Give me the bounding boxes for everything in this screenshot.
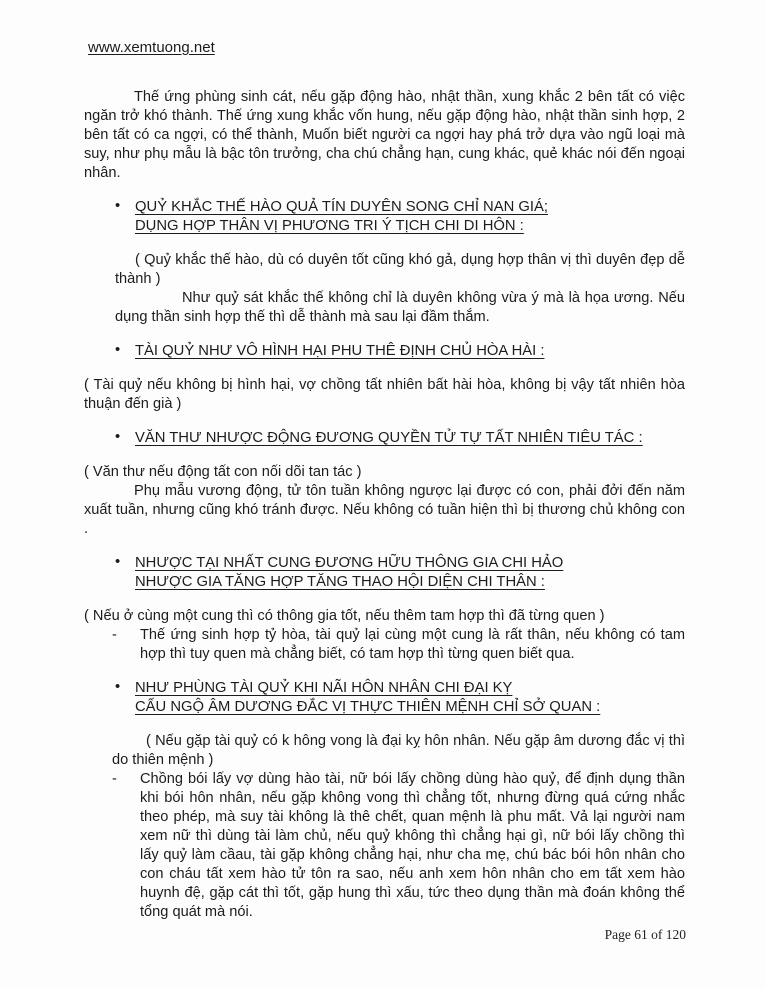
gloss-paragraph: ( Nếu gặp tài quỷ có k hông vong là đại kỵ hôn nhân. Nếu gặp âm dương đắc vị thì do thiên mệnh ) (112, 733, 685, 768)
dash-icon: - (112, 627, 117, 643)
bullet-icon: • (115, 554, 121, 570)
commentary-paragraph: Phụ mẫu vương động, tử tôn tuần không ngược lại được có con, phải đởi đến năm xuất tuần, nhưng cũng khó tránh được. Nếu không có tuần hiện thì bị thương chủ không con . (84, 483, 685, 537)
section-heading-4 (84, 554, 685, 592)
commentary-paragraph: Như quỷ sát khắc thế không chỉ là duyên không vừa ý mà là họa ương. Nếu dụng thần sinh hợp thế thì dễ thành mà sau lại đầm thắm. (115, 290, 685, 325)
dash-list-item (84, 770, 685, 922)
site-url-link[interactable]: www.xemtuong.net (88, 39, 215, 56)
heading-line: QUỶ KHẮC THẾ HÀO QUẢ TÍN DUYÊN SONG CHỈ NAN GIÁ; (135, 199, 549, 215)
bullet-icon: • (115, 679, 121, 695)
section-heading-1 (84, 198, 685, 236)
heading-line: CẤU NGỘ ÂM DƯƠNG ĐẮC VỊ THỰC THIÊN MỆNH CHỈ SỞ QUAN : (135, 699, 601, 715)
section-heading-3 (84, 429, 685, 448)
intro-paragraph: Thế ứng phùng sinh cát, nếu gặp động hào, nhật thần, xung khắc 2 bên tất có việc ngăn trở khó thành. Thế ứng xung khắc vốn hung, nếu gặp động hào, nhật thần sinh hợp, 2 bên tất có ca ngợi, có thể thành, Muốn biết người ca ngợi hay phá trở dựa vào ngũ loại mà suy, như phụ mẫu là bậc tôn trưởng, cha chú chẳng hạn, cung khác, quẻ khác nói đến ngoại nhân. (84, 89, 685, 181)
gloss-paragraph: ( Quỷ khắc thế hào, dù có duyên tốt cũng khó gả, dụng hợp thân vị thì duyên đẹp dễ thành ) (115, 252, 685, 287)
page-footer (0, 925, 686, 944)
bullet-icon: • (115, 198, 121, 214)
dash-list-item (84, 626, 685, 664)
heading-line: DỤNG HỢP THÂN VỊ PHƯƠNG TRI Ý TỊCH CHI DI HÔN : (135, 218, 524, 234)
gloss-paragraph: ( Nếu ở cùng một cung thì có thông gia tốt, nếu thêm tam hợp thì đã từng quen ) (84, 608, 605, 624)
dash-icon: - (112, 771, 117, 787)
page-header (88, 38, 215, 58)
dash-item-text: Thế ứng sinh hợp tỷ hòa, tài quỷ lại cùng một cung là rất thân, nếu không có tam hợp thì tuy quen mà chẳng biết, có tam hợp thì từng quen biết qua. (140, 627, 685, 662)
page-indicator: Page 61 of 120 (604, 927, 686, 942)
gloss-paragraph: ( Văn thư nếu động tất con nối dõi tan tác ) (84, 464, 362, 480)
heading-line: NHƯ PHÙNG TÀI QUỶ KHI NÃI HÔN NHÂN CHI ĐẠI KỴ (135, 680, 513, 696)
heading-line: NHƯỢC TẠI NHẤT CUNG ĐƯƠNG HỮU THÔNG GIA CHI HẢO (135, 555, 564, 571)
gloss-paragraph: ( Tài quỷ nếu không bị hình hại, vợ chồng tất nhiên bất hài hòa, không bị vậy tất nhiên hòa thuận đến già ) (84, 377, 685, 412)
dash-item-text: Chồng bói lấy vợ dùng hào tài, nữ bói lấy chồng dùng hào quỷ, để định dụng thần khi bói hôn nhân, nếu gặp không vong thì chẳng tốt, nhưng đừng quá cứng nhắc theo phép, mà suy tài không là thê chết, quan mệnh là phu mất. Vả lại người nam xem nữ thì dùng tài làm chủ, nếu quỷ không thì chẳng hại gì, nữ bói lấy chồng thì lấy quỷ làm cầau, tài gặp không chẳng hại, như cha mẹ, chú bác bói hôn nhân cho con cháu tất xem hào tử tôn ra sao, nếu anh xem hôn nhân cho em tất xem hào huynh đệ, gặp cát thì tốt, gặp hung thì xấu, tức theo dụng thần mà đoán không thể tổng quát mà nói. (140, 771, 685, 920)
section-heading-2 (84, 342, 685, 361)
heading-line: NHƯỢC GIA TĂNG HỢP TĂNG THAO HỘI DIỆN CHI THÂN : (135, 574, 545, 590)
bullet-icon: • (115, 342, 121, 358)
bullet-icon: • (115, 429, 121, 445)
section-heading-5 (84, 679, 685, 717)
heading-line: VĂN THƯ NHƯỢC ĐỘNG ĐƯƠNG QUYỀN TỬ TỰ TẤT NHIÊN TIÊU TÁC : (135, 430, 643, 446)
document-body (84, 88, 685, 922)
heading-line: TÀI QUỶ NHƯ VÔ HÌNH HẠI PHU THÊ ĐỊNH CHỦ HÒA HÀI : (135, 343, 545, 359)
